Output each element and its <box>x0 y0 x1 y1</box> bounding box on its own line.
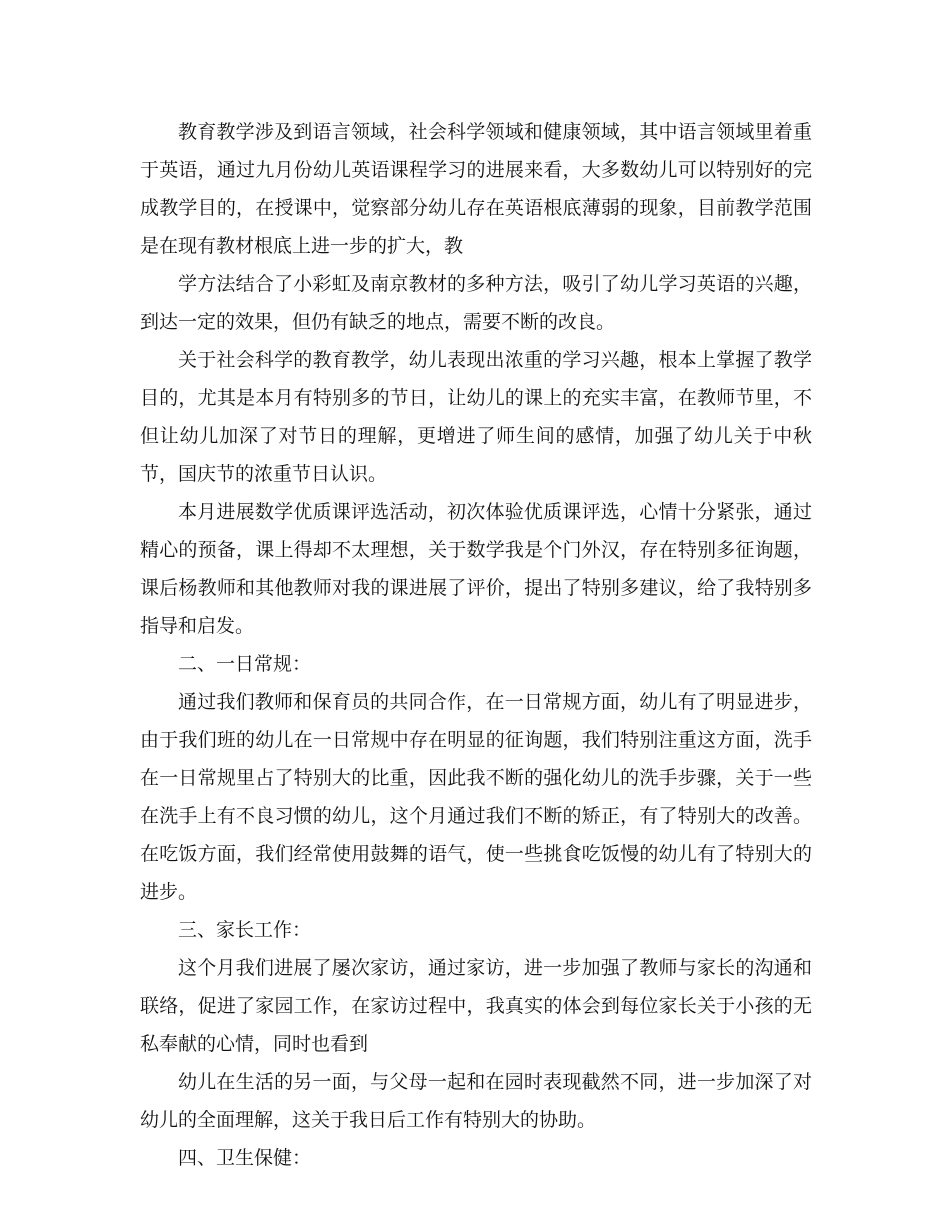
paragraph-language-domain: 教育教学涉及到语言领域，社会科学领域和健康领域，其中语言领域里着重于英语，通过九月份幼儿英语课程学习的进展来看，大多数幼儿可以特别好的完成教学目的，在授课中，觉察部分幼儿存在英语根底薄弱的现象，目前教学范围是在现有教材根底上进一步的扩大，教 <box>140 121 812 257</box>
paragraph-home-visits: 这个月我们进展了屡次家访，通过家访，进一步加强了教师与家长的沟通和联络，促进了家园工作，在家访过程中，我真实的体会到每位家长关于小孩的无私奉献的心情，同时也看到 <box>140 957 812 1055</box>
paragraph-math-evaluation: 本月进展数学优质课评选活动，初次体验优质课评选，心情十分紧张，通过精心的预备，课上得却不太理想，关于数学我是个门外汉，存在特别多征询题，课后杨教师和其他教师对我的课进展了评价，提出了特别多建议，给了我特别多指导和启发。 <box>140 501 812 637</box>
document-body <box>140 113 812 1177</box>
paragraph-teaching-methods: 学方法结合了小彩虹及南京教材的多种方法，吸引了幼儿学习英语的兴趣，到达一定的效果，但仍有缺乏的地点，需要不断的改良。 <box>140 273 812 333</box>
section-heading-daily-routine: 二、一日常规： <box>178 653 312 675</box>
paragraph-child-life: 幼儿在生活的另一面，与父母一起和在园时表现截然不同，进一步加深了对幼儿的全面理解，这关于我日后工作有特别大的协助。 <box>140 1071 812 1131</box>
section-heading-parent-work: 三、家长工作： <box>178 919 312 941</box>
paragraph-daily-routine: 通过我们教师和保育员的共同合作，在一日常规方面，幼儿有了明显进步，由于我们班的幼儿在一日常规中存在明显的征询题，我们特别注重这方面，洗手在一日常规里占了特别大的比重，因此我不断的强化幼儿的洗手步骤，关于一些在洗手上有不良习惯的幼儿，这个月通过我们不断的矫正，有了特别大的改善。在吃饭方面，我们经常使用鼓舞的语气，使一些挑食吃饭慢的幼儿有了特别大的进步。 <box>140 691 812 903</box>
paragraph-social-science: 关于社会科学的教育教学，幼儿表现出浓重的学习兴趣，根本上掌握了教学目的，尤其是本月有特别多的节日，让幼儿的课上的充实丰富，在教师节里，不但让幼儿加深了对节日的理解，更增进了师生间的感情，加强了幼儿关于中秋节，国庆节的浓重节日认识。 <box>140 349 812 485</box>
section-heading-health-care: 四、卫生保健： <box>178 1147 312 1169</box>
